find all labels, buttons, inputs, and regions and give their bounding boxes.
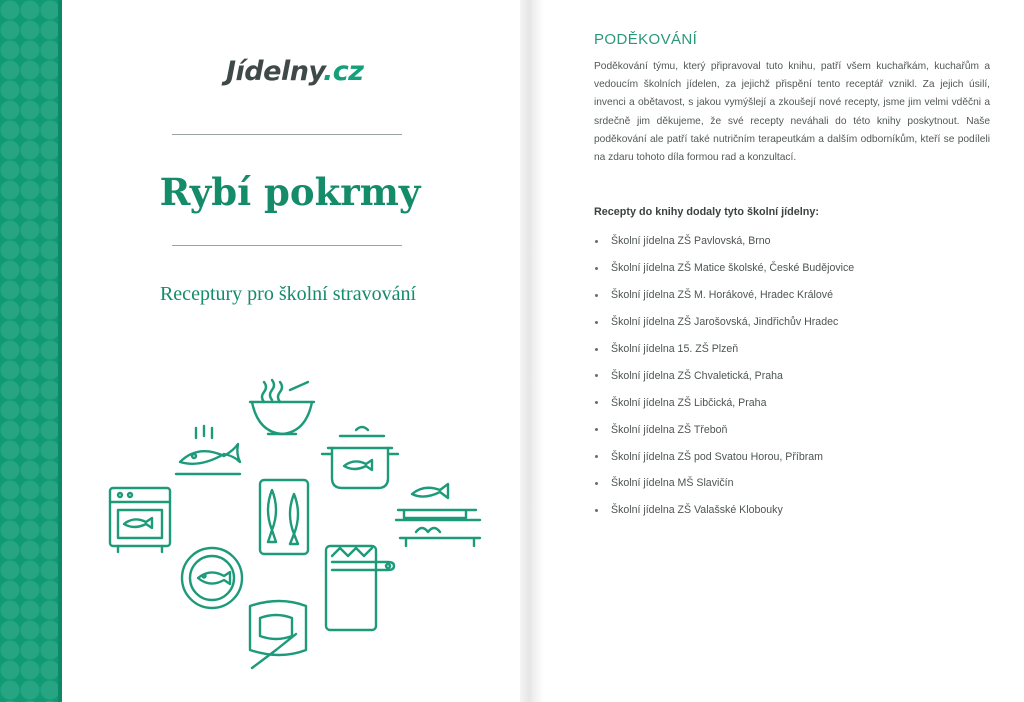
- list-item-label: Školní jídelna 15. ZŠ Plzeň: [611, 343, 739, 355]
- bullet-icon: [595, 348, 598, 351]
- list-item: [594, 416, 854, 443]
- bullet-icon: [595, 428, 598, 431]
- section-title: PODĚKOVÁNÍ: [594, 31, 698, 48]
- bullet-icon: [595, 509, 598, 512]
- fish-on-plate-icon: [176, 426, 240, 474]
- school-canteens-list: [594, 228, 854, 524]
- book-gutter: [520, 0, 544, 702]
- list-item-label: Školní jídelna ZŠ Valašské Klobouky: [611, 504, 783, 517]
- brand-logo: [226, 56, 364, 87]
- bullet-icon: [595, 294, 598, 297]
- book-subtitle: Receptury pro školní stravování: [159, 283, 417, 305]
- list-item: [594, 309, 854, 336]
- divider-top: [172, 134, 402, 135]
- list-item-label: Školní jídelna ZŠ Jarošovská, Jindřichův Hradec: [611, 316, 839, 329]
- fish-dish-plate-icon: [182, 548, 242, 608]
- grill-fish-icon: [396, 484, 480, 546]
- list-item: [594, 497, 854, 524]
- bullet-icon: [595, 455, 598, 458]
- green-spine: [0, 0, 62, 702]
- bullet-icon: [595, 321, 598, 324]
- list-item: [594, 362, 854, 389]
- list-item: [594, 389, 854, 416]
- list-item: [594, 470, 854, 497]
- divider-bottom: [172, 245, 402, 246]
- oven-with-fish-icon: [110, 488, 170, 552]
- bullet-icon: [595, 267, 598, 270]
- pot-with-fish-icon: [322, 427, 398, 488]
- book-title: Rybí pokrmy: [159, 170, 421, 214]
- list-heading: Recepty do knihy dodaly tyto školní jídelny:: [594, 206, 819, 218]
- list-item: [594, 255, 854, 282]
- list-item-label: Školní jídelna ZŠ Třeboň: [611, 423, 728, 436]
- soup-bowl-icon: [250, 380, 314, 434]
- list-item-label: Školní jídelna MŠ Slavičín: [611, 477, 734, 490]
- brand-name: Jídelny: [226, 56, 324, 87]
- fish-board-icon: [260, 480, 308, 554]
- acknowledgement-paragraph: Poděkování týmu, který připravoval tuto knihu, patří všem kuchařkám, kuchařům a vedoucím školních jídelen, za jejichž přispění tento receptář vznikl. Za jejich úsilí, invenci a obětavost, s jakou vymýšlejí a zkoušejí nové recepty, jsme jim velmi vděčni a srdečně jim děkujeme, že své recepty neváhali do této knihy poskytnout. Naše poděkování ale patří také nutričním terapeutkám a dalším odborníkům, kteří se podíleli na zdaru tohoto díla formou rad a konzultací.: [594, 61, 990, 164]
- bullet-icon: [595, 240, 598, 243]
- bullet-icon: [595, 401, 598, 404]
- list-item: [594, 336, 854, 363]
- list-item: [594, 228, 854, 255]
- brand-tld: .cz: [323, 56, 364, 87]
- list-item-label: Školní jídelna ZŠ M. Horákové, Hradec Králové: [611, 289, 833, 302]
- bullet-icon: [595, 482, 598, 485]
- list-item: [594, 443, 854, 470]
- food-illustration: [100, 370, 490, 670]
- list-item-label: Školní jídelna ZŠ Libčická, Praha: [611, 396, 767, 409]
- list-item-label: Školní jídelna ZŠ Matice školské, České Budějovice: [611, 262, 855, 275]
- bullet-icon: [595, 374, 598, 377]
- sardine-can-icon: [326, 546, 394, 630]
- list-item-label: Školní jídelna ZŠ pod Svatou Horou, Příbram: [611, 450, 823, 463]
- list-item-label: Školní jídelna ZŠ Chvaletická, Praha: [611, 369, 783, 382]
- cutting-board-knife-icon: [250, 601, 306, 668]
- list-item: [594, 282, 854, 309]
- list-item-label: Školní jídelna ZŠ Pavlovská, Brno: [611, 235, 771, 248]
